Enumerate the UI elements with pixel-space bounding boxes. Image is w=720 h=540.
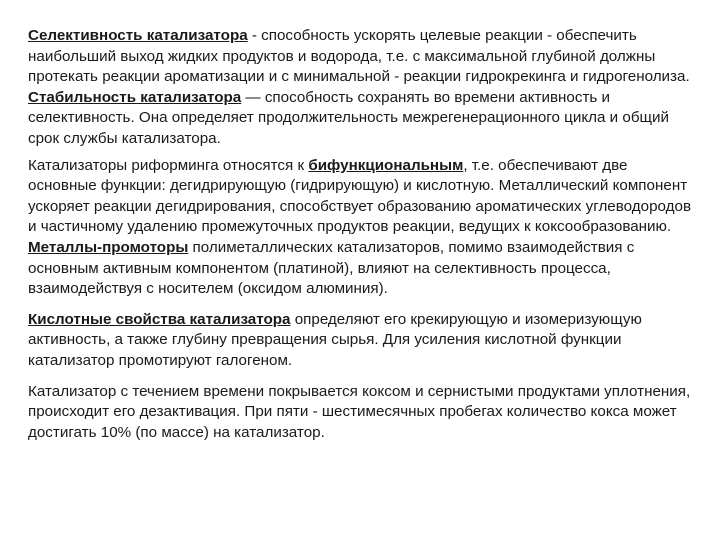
spacer	[28, 300, 700, 310]
paragraph-stability	[28, 88, 700, 150]
term-bifunctional: бифункциональным	[308, 156, 464, 174]
term-promoter-metals: Металлы-промоторы	[28, 238, 189, 256]
definition-bifunctional: , т.е. обеспечивают две основные функции: дегидрирующую (гидрирующую) и кислотную. Металлический компонент ускоряет реакции дегидрирования, способствует образованию ароматических углеводородов и частичному удалению промежуточных продуктов реакции, ведущих к коксообразованию.	[28, 156, 692, 236]
spacer	[28, 372, 700, 382]
bifunctional-intro: Катализаторы риформинга относятся к	[28, 156, 309, 174]
paragraph-acid-properties	[28, 310, 700, 372]
paragraph-selectivity	[28, 26, 700, 88]
definition-promoter-metals: полиметаллических катализаторов, помимо взаимодействия с основным активным компонентом (платиной), влияют на селективность процесса, взаимодействуя с носителем (оксидом алюминия).	[28, 238, 635, 298]
term-acid-properties: Кислотные свойства катализатора	[28, 310, 291, 328]
definition-stability: — способность сохранять во времени активность и селективность. Она определяет продолжительность межрегенерационного цикла и общий срок службы катализатора.	[28, 88, 669, 147]
paragraph-bifunctional	[28, 156, 700, 238]
text-body	[28, 26, 700, 443]
definition-selectivity: - способность ускорять целевые реакции - обеспечить наибольший выход жидких продуктов и водорода, т.е. с максимальной глубиной должны протекать реакции ароматизации и с минимальной - реакции гидрокрекинга и гидрогенолиза.	[28, 27, 690, 86]
term-stability: Стабильность катализатора	[28, 88, 242, 106]
definition-acid-properties: определяют его крекирующую и изомеризующую активность, а также глубину превращения сырья. Для усиления кислотной функции катализатор промотируют галогеном.	[28, 310, 642, 369]
deactivation-text: Катализатор с течением времени покрывается коксом и сернистыми продуктами уплотнения, происходит его дезактивация. При пяти - шестимесячных пробегах количество кокса может достигать 10% (по массе) на катализатор.	[28, 382, 691, 441]
term-selectivity: Селективность катализатора	[28, 27, 248, 44]
paragraph-deactivation	[28, 382, 700, 444]
paragraph-promoter-metals	[28, 238, 700, 300]
